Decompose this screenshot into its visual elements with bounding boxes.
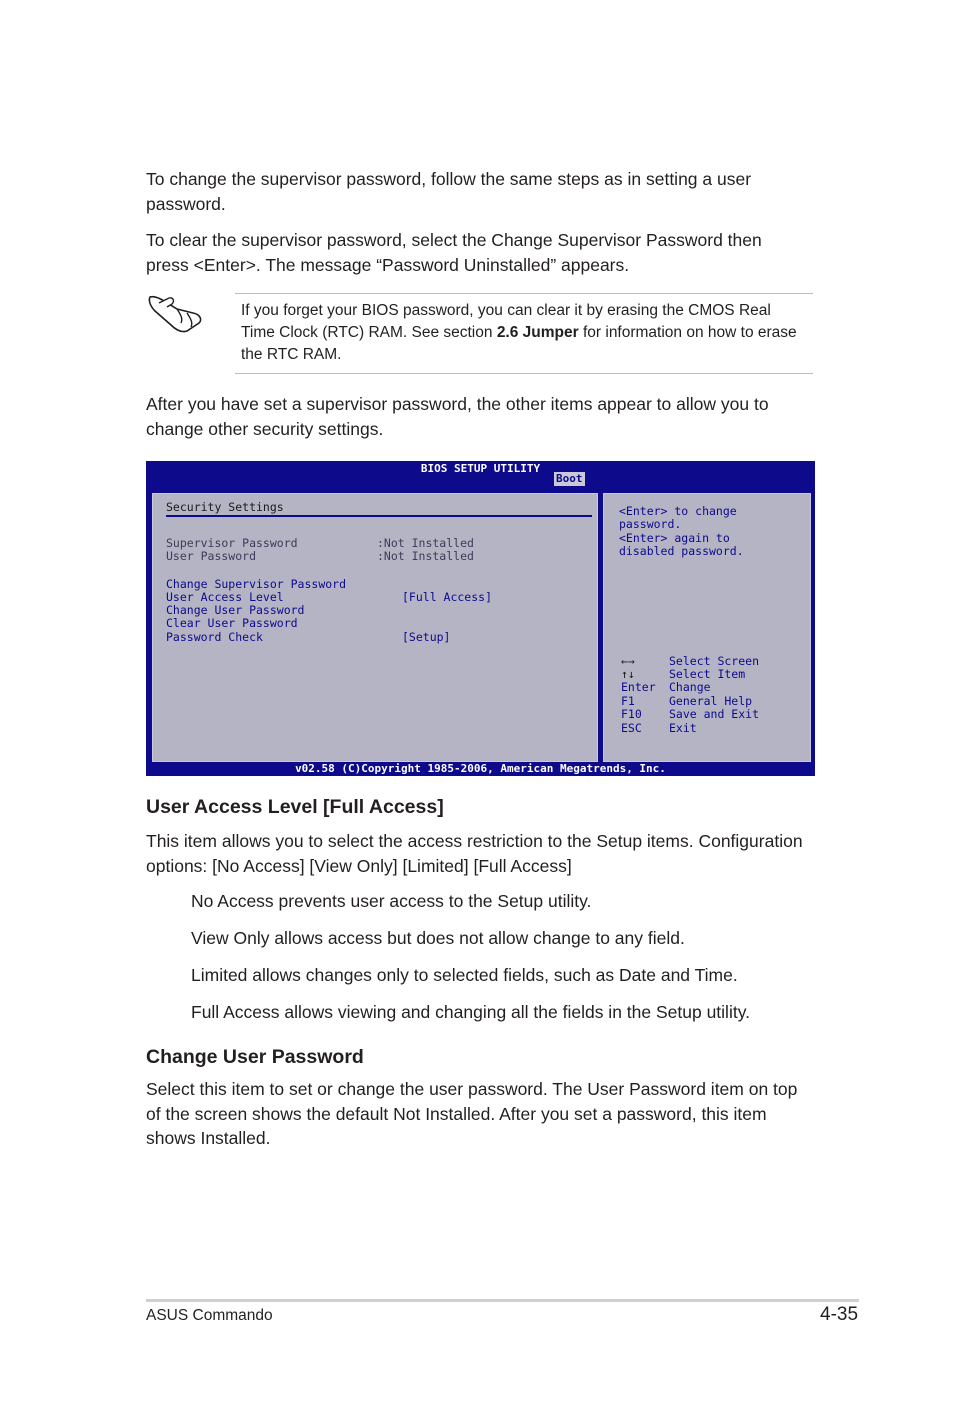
bios-item-user-access-level[interactable]: User Access Level bbox=[166, 590, 284, 604]
option-description: Full Access allows viewing and changing all the fields in the Setup utility. bbox=[191, 1002, 751, 1022]
note-text bbox=[241, 300, 806, 366]
section-heading: User Access Level [Full Access] bbox=[146, 796, 444, 818]
bios-help-line: password. bbox=[619, 517, 682, 531]
bios-status-value: :Not Installed bbox=[377, 549, 474, 563]
bios-section-rule bbox=[166, 515, 592, 517]
bios-status-label: Supervisor Password bbox=[166, 536, 298, 550]
note-text-after: for information on how to erase the RTC RAM. bbox=[241, 324, 797, 363]
bios-key-action: Select Screen bbox=[669, 654, 760, 668]
bios-help-line: <Enter> again to bbox=[619, 531, 730, 545]
bios-footer: v02.58 (C)Copyright 1985-2006, American Megatrends, Inc. bbox=[295, 762, 666, 775]
bios-item-value[interactable]: [Full Access] bbox=[402, 590, 493, 604]
option-description: View Only allows access but does not allow change to any field. bbox=[191, 928, 685, 948]
intro-paragraph-1: To change the supervisor password, follow the same steps as in setting a user password. bbox=[146, 169, 752, 214]
bios-section-title: Security Settings bbox=[166, 500, 284, 514]
bios-title-bar bbox=[146, 461, 815, 491]
bios-item-value[interactable]: [Setup] bbox=[402, 630, 451, 644]
bios-key: ESC bbox=[621, 721, 642, 735]
up-down-arrows-icon: ↑↓ bbox=[621, 667, 635, 681]
bios-key-action: Change bbox=[669, 680, 711, 694]
bios-main-panel bbox=[150, 491, 600, 764]
footer-rule bbox=[146, 1299, 859, 1302]
option-description: No Access prevents user access to the Setup utility. bbox=[191, 891, 592, 911]
bios-help-line: disabled password. bbox=[619, 544, 744, 558]
section-body: This item allows you to select the access restriction to the Setup items. Configuration options: [No Access] [View Only] [Limited] [Full Access] bbox=[146, 831, 803, 876]
bios-item-change-user-password[interactable]: Change User Password bbox=[166, 603, 305, 617]
bios-item-change-supervisor-password[interactable]: Change Supervisor Password bbox=[166, 577, 347, 591]
bios-screenshot bbox=[146, 461, 815, 776]
section-heading: Change User Password bbox=[146, 1046, 364, 1068]
page-number: 4-35 bbox=[820, 1304, 859, 1325]
note-bottom-rule bbox=[235, 373, 813, 374]
bios-key-action: Save and Exit bbox=[669, 707, 760, 721]
bios-help-panel bbox=[601, 491, 813, 764]
note-text-before: If you forget your BIOS password, you can clear it by erasing the CMOS Real Time Clock (RTC) RAM. See section bbox=[241, 302, 771, 341]
bios-key-action: General Help bbox=[669, 694, 753, 708]
bios-key: F1 bbox=[621, 694, 635, 708]
bios-tab-boot[interactable]: Boot bbox=[556, 472, 583, 485]
bios-help-line: <Enter> to change bbox=[619, 504, 737, 518]
bios-key-action: Select Item bbox=[669, 667, 746, 681]
after-paragraph: After you have set a supervisor password, the other items appear to allow you to change other security settings. bbox=[146, 394, 769, 439]
pointing-hand-icon bbox=[147, 289, 205, 335]
option-description: Limited allows changes only to selected fields, such as Date and Time. bbox=[191, 965, 738, 985]
bios-key: F10 bbox=[621, 707, 642, 721]
footer-product-name: ASUS Commando bbox=[146, 1307, 273, 1324]
bios-status-label: User Password bbox=[166, 549, 257, 563]
bios-item-clear-user-password[interactable]: Clear User Password bbox=[166, 616, 298, 630]
bios-item-password-check[interactable]: Password Check bbox=[166, 630, 263, 644]
bios-status-value: :Not Installed bbox=[377, 536, 474, 550]
note-text-bold: 2.6 Jumper bbox=[496, 324, 579, 341]
section-body: Select this item to set or change the user password. The User Password item on top of the screen shows the default Not Installed. After you set a password, this item shows Installed. bbox=[146, 1079, 798, 1148]
bios-title: BIOS SETUP UTILITY bbox=[420, 462, 541, 475]
left-right-arrows-icon: ←→ bbox=[621, 654, 635, 668]
bios-key-action: Exit bbox=[669, 721, 697, 735]
note-top-rule bbox=[235, 293, 813, 294]
intro-paragraph-2: To clear the supervisor password, select the Change Supervisor Password then press <Enter>. The message “Password Uninstalled” appears. bbox=[146, 230, 762, 275]
bios-key: Enter bbox=[621, 680, 656, 694]
